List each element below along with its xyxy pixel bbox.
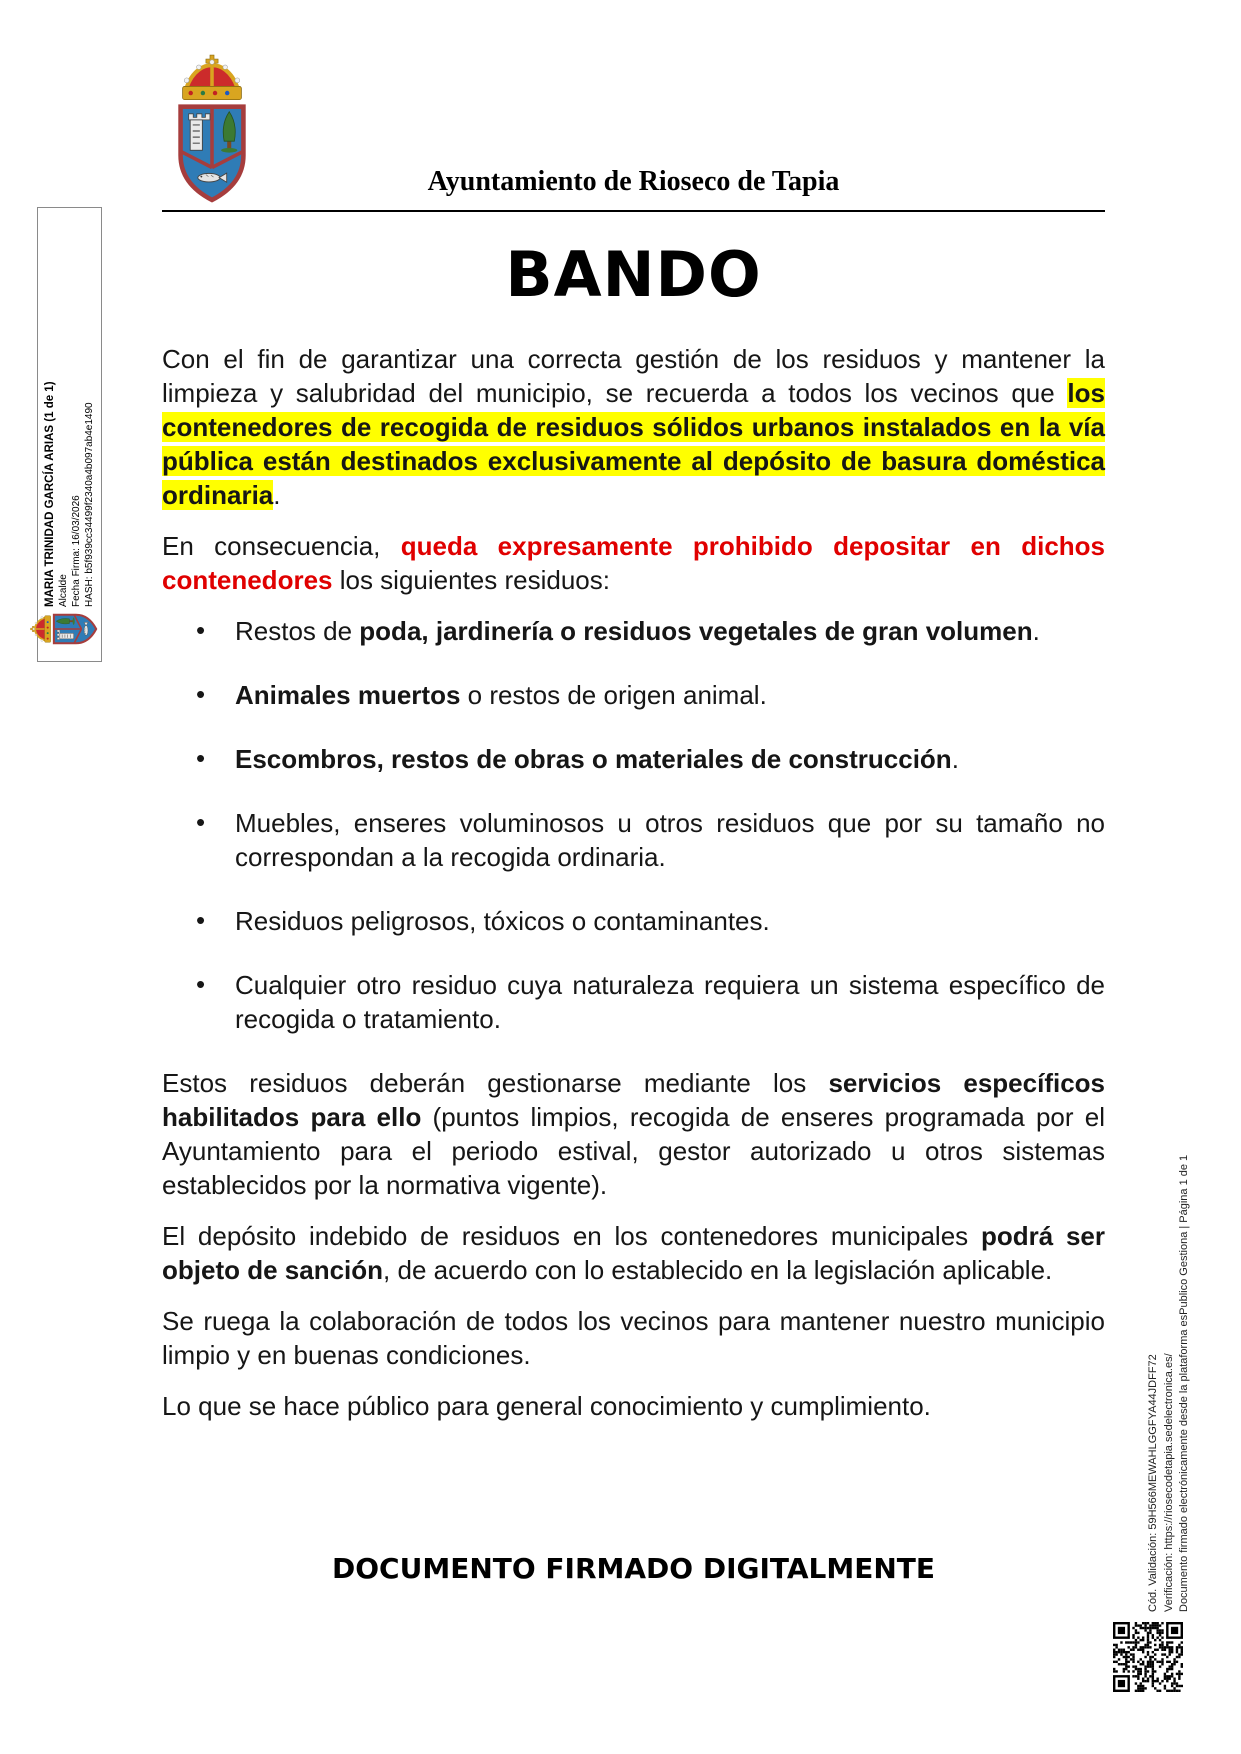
validation-sidebar <box>1146 952 1194 1612</box>
signature-date: Fecha Firma: 16/03/2026 <box>71 495 82 607</box>
list-item <box>162 968 1105 1036</box>
list-item <box>162 742 1105 776</box>
body-paragraph-prohibition: En consecuencia, queda expresamente prohibido depositar en dichos contenedores los siguientes residuos: <box>162 531 1106 595</box>
list-item <box>162 904 1105 938</box>
list-item <box>162 678 1105 712</box>
list-item <box>162 806 1105 874</box>
signature-sidebar <box>37 207 102 662</box>
signer-role: Alcalde <box>58 574 69 607</box>
bullet-text: Muebles, enseres voluminosos u otros residuos que por su tamaño no correspondan a la recogida ordinaria. <box>235 808 1105 872</box>
document-header <box>162 166 1105 212</box>
bullet-marker: • <box>196 615 206 645</box>
body-paragraph-closing: Lo que se hace público para general conocimiento y cumplimiento. <box>162 1391 931 1421</box>
bullet-text: Residuos peligrosos, tóxicos o contaminantes. <box>235 906 770 936</box>
bullet-text: Restos de poda, jardinería o residuos vegetales de gran volumen. <box>235 616 1040 646</box>
bullet-text: Cualquier otro residuo cuya naturaleza requiera un sistema específico de recogida o tratamiento. <box>235 970 1105 1034</box>
verification-url: Verificación: https://riosecodetapia.sedelectronica.es/ <box>1162 1353 1175 1612</box>
bullet-marker: • <box>196 807 206 837</box>
document-body <box>162 342 1105 1440</box>
body-paragraph-services: Estos residuos deberán gestionarse mediante los servicios específicos habilitados para ello (puntos limpios, recogida de enseres programada por el Ayuntamiento para el periodo estival, gestor autorizado u otros sistemas establecidos por la normativa vigente). <box>162 1068 1105 1200</box>
header-title: Ayuntamiento de Rioseco de Tapia <box>427 166 840 197</box>
validation-code: Cód. Validación: 59H566MEWAHLGGFYA44JDFF72 <box>1147 1354 1159 1612</box>
bullet-marker: • <box>196 679 206 709</box>
signature-coat-of-arms-icon <box>30 611 98 647</box>
list-item <box>162 614 1105 648</box>
body-paragraph-sanction: El depósito indebido de residuos en los contenedores municipales podrá ser objeto de sanción, de acuerdo con lo establecido en la legislación aplicable. <box>162 1221 1105 1285</box>
bullet-marker: • <box>196 743 206 773</box>
bullet-list <box>162 614 1105 1036</box>
platform-page-note: Documento firmado electrónicamente desde la plataforma esPublico Gestiona | Página 1 de 1 <box>1178 1154 1190 1612</box>
bullet-marker: • <box>196 905 206 935</box>
qr-code-icon <box>1113 1622 1183 1692</box>
body-paragraph-intro: Con el fin de garantizar una correcta gestión de los residuos y mantener la limpieza y salubridad del municipio, se recuerda a todos los vecinos que los contenedores de recogida de residuos sólidos urbanos instalados en la vía pública están destinados exclusivamente al depósito de basura doméstica ordinaria. <box>162 344 1105 510</box>
signer-name: MARIA TRINIDAD GARCÍA ARIAS (1 de 1) <box>44 381 56 607</box>
document-title: BANDO <box>505 238 762 311</box>
body-paragraph-collaboration: Se ruega la colaboración de todos los vecinos para mantener nuestro municipio limpio y en buenas condiciones. <box>162 1306 1105 1370</box>
footer-digital-signature-note: DOCUMENTO FIRMADO DIGITALMENTE <box>332 1552 935 1585</box>
bullet-text: Animales muertos o restos de origen animal. <box>235 680 767 710</box>
bullet-marker: • <box>196 969 206 999</box>
signature-sidebar-text <box>43 215 97 607</box>
signature-hash: HASH: b5f939cc34499f2340a4b097ab4e1490 <box>84 402 95 607</box>
bullet-text: Escombros, restos de obras o materiales de construcción. <box>235 744 959 774</box>
